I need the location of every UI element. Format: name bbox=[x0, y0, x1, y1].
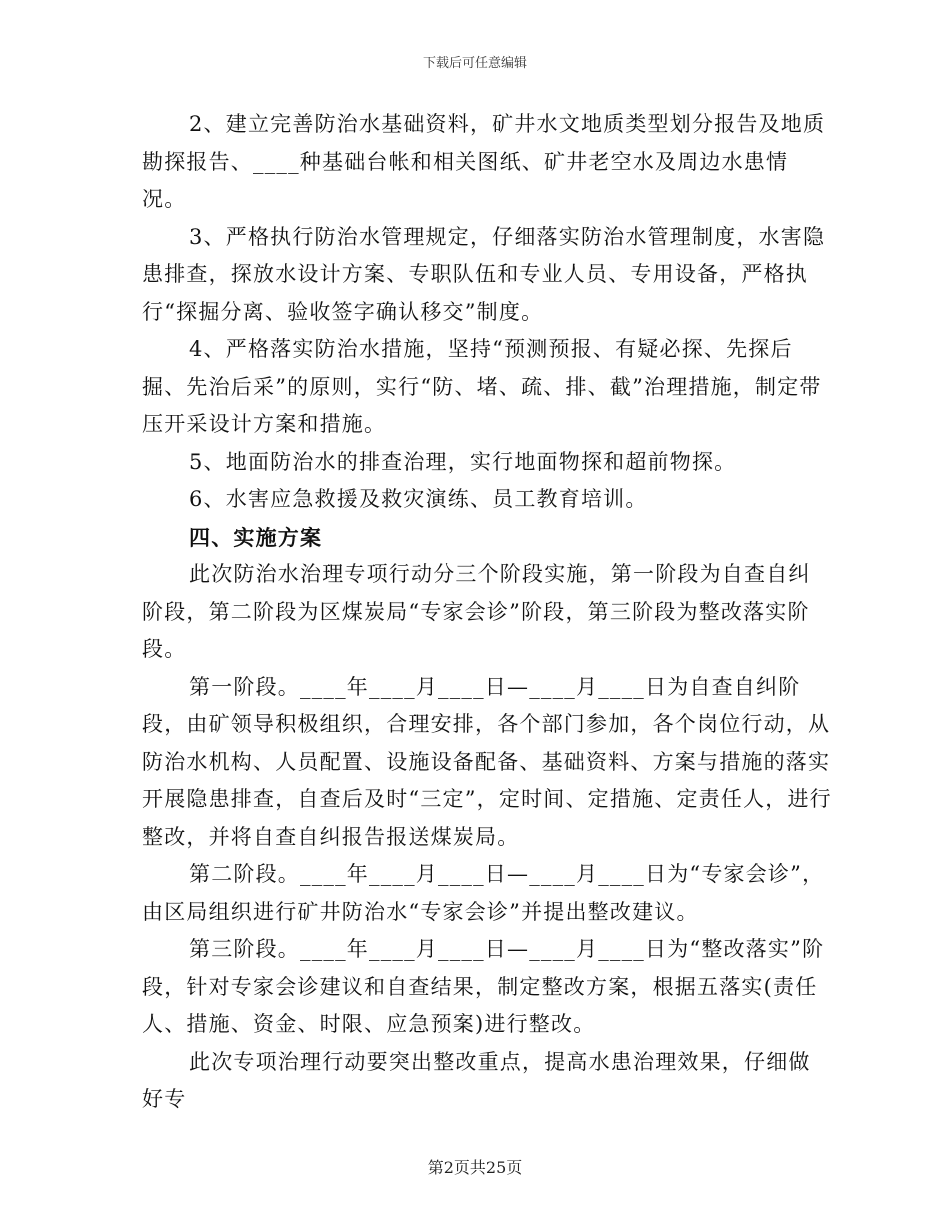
paragraph-item-6: 6、水害应急救援及救灾演练、员工教育培训。 bbox=[189, 487, 648, 511]
paragraph-phase-2: 第二阶段。____年____月____日—____月____日为“专家会诊”，由区局组织进行矿井防治水“专家会诊”并提出整改建议。 bbox=[142, 862, 825, 924]
paragraph-item-3: 3、严格执行防治水管理规定，仔细落实防治水管理制度，水害隐患排查，探放水设计方案、专职队伍和专业人员、专用设备，严格执行“探掘分离、验收签字确认移交”制度。 bbox=[142, 224, 826, 324]
paragraph-item-4: 4、严格落实防治水措施，坚持“预测预报、有疑必探、先探后掘、先治后采”的原则，实行“防、堵、疏、排、截”治理措施，制定带压开采设计方案和措施。 bbox=[142, 337, 822, 436]
section-heading: 四、实施方案 bbox=[189, 524, 323, 550]
paragraph-phase-1: 第一阶段。____年____月____日—____月____日为自查自纠阶段，由矿领导积极组织，合理安排，各个部门参加，各个岗位行动，从防治水机构、人员配置、设施设备配备、基础资料、方案与措施的落实开展隐患排查，自查后及时“三定”，定时间、定措施、定责任人，进行整改，并将自查自纠报告报送煤炭局。 bbox=[142, 674, 832, 849]
document-body bbox=[142, 106, 832, 1119]
page-number: 第2页共25页 bbox=[427, 1158, 523, 1177]
page-header-note: 下载后可任意编辑 bbox=[422, 56, 527, 71]
paragraph-item-5: 5、地面防治水的排查治理，实行地面物探和超前物探。 bbox=[189, 449, 737, 474]
paragraph-phase-3: 第三阶段。____年____月____日—____月____日为“整改落实”阶段，针对专家会诊建议和自查结果，制定整改方案，根据五落实(责任人、措施、资金、时限、应急预案)进行整改。 bbox=[142, 937, 825, 1036]
paragraph-closing: 此次专项治理行动要突出整改重点，提高水患治理效果，仔细做好专 bbox=[142, 1049, 811, 1111]
paragraph-overview: 此次防治水治理专项行动分三个阶段实施，第一阶段为自查自纠阶段，第二阶段为区煤炭局“专家会诊”阶段，第三阶段为整改落实阶段。 bbox=[142, 562, 811, 661]
paragraph-item-2: 2、建立完善防治水基础资料，矿井水文地质类型划分报告及地质勘探报告、____种基础台帐和相关图纸、矿井老空水及周边水患情况。 bbox=[142, 112, 826, 211]
